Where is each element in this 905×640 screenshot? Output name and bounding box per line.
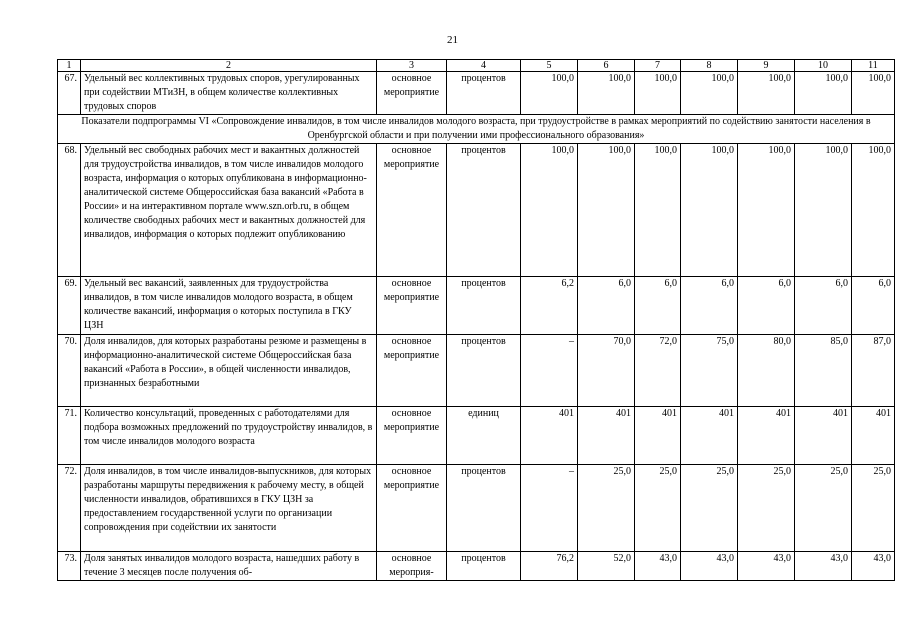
indicator-unit: процентов bbox=[447, 72, 521, 115]
column-header: 6 bbox=[578, 60, 635, 72]
value-cell: 6,0 bbox=[738, 277, 795, 335]
table-row bbox=[58, 407, 895, 465]
value-cell: 25,0 bbox=[852, 465, 895, 552]
indicator-name: Удельный вес коллективных трудовых споров, урегулированных при содействии МТиЗН, в общем количестве коллективных трудовых споров bbox=[81, 72, 377, 115]
value-cell: 401 bbox=[635, 407, 681, 465]
column-header: 10 bbox=[795, 60, 852, 72]
value-cell: 100,0 bbox=[635, 144, 681, 277]
value-cell: 6,0 bbox=[681, 277, 738, 335]
indicator-kind: основное мероприятие bbox=[377, 465, 447, 552]
indicator-kind: основное мероприятие bbox=[377, 144, 447, 277]
value-cell: 43,0 bbox=[635, 552, 681, 581]
value-cell: 6,0 bbox=[852, 277, 895, 335]
value-cell: 25,0 bbox=[738, 465, 795, 552]
indicator-name: Удельный вес свободных рабочих мест и вакантных должностей для трудоустройства инвалидов, в том числе инвалидов молодого возраста, информация о которых опубликована в информационно-аналитической системе Общероссийская база вакансий «Работа в России» и на интерактивном портале www.szn.orb.ru, в общем количестве свободных рабочих мест и вакантных должностей для инвалидов, информация о которых подлежит опубликованию bbox=[81, 144, 377, 277]
indicator-unit: процентов bbox=[447, 335, 521, 407]
value-cell: 43,0 bbox=[681, 552, 738, 581]
value-cell: 100,0 bbox=[521, 72, 578, 115]
value-cell: 401 bbox=[521, 407, 578, 465]
column-header: 3 bbox=[377, 60, 447, 72]
value-cell: – bbox=[521, 335, 578, 407]
value-cell: 401 bbox=[852, 407, 895, 465]
column-header: 9 bbox=[738, 60, 795, 72]
section-row bbox=[58, 115, 895, 144]
column-header: 7 bbox=[635, 60, 681, 72]
value-cell: 100,0 bbox=[681, 72, 738, 115]
value-cell: 100,0 bbox=[795, 72, 852, 115]
indicator-unit: процентов bbox=[447, 552, 521, 581]
row-number: 71. bbox=[58, 407, 81, 465]
row-number: 69. bbox=[58, 277, 81, 335]
indicator-kind: основное мероприятие bbox=[377, 277, 447, 335]
table-row bbox=[58, 335, 895, 407]
value-cell: 75,0 bbox=[681, 335, 738, 407]
value-cell: 43,0 bbox=[795, 552, 852, 581]
value-cell: 76,2 bbox=[521, 552, 578, 581]
value-cell: 70,0 bbox=[578, 335, 635, 407]
indicator-unit: процентов bbox=[447, 144, 521, 277]
value-cell: 100,0 bbox=[852, 72, 895, 115]
section-title: Показатели подпрограммы VI «Сопровождение инвалидов, в том числе инвалидов молодого возраста, при трудоустройстве в рамках мероприятий по содействию занятости населения в Оренбургской области и при получении ими профессионального образования» bbox=[58, 115, 895, 144]
table-row bbox=[58, 552, 895, 581]
indicator-name: Доля инвалидов, в том числе инвалидов-выпускников, для которых разработаны маршруты передвижения к рабочему месту, в общей численности инвалидов, обратившихся в ГКУ ЦЗН за предоставлением государственной услуги по организации сопровождения при содействии их занятости bbox=[81, 465, 377, 552]
column-header: 2 bbox=[81, 60, 377, 72]
column-header: 5 bbox=[521, 60, 578, 72]
value-cell: 6,0 bbox=[635, 277, 681, 335]
value-cell: 401 bbox=[578, 407, 635, 465]
value-cell: – bbox=[521, 465, 578, 552]
value-cell: 25,0 bbox=[681, 465, 738, 552]
value-cell: 6,0 bbox=[795, 277, 852, 335]
row-number: 72. bbox=[58, 465, 81, 552]
value-cell: 401 bbox=[681, 407, 738, 465]
indicators-table bbox=[57, 59, 895, 581]
value-cell: 100,0 bbox=[738, 144, 795, 277]
value-cell: 87,0 bbox=[852, 335, 895, 407]
column-header: 4 bbox=[447, 60, 521, 72]
value-cell: 401 bbox=[738, 407, 795, 465]
value-cell: 43,0 bbox=[852, 552, 895, 581]
value-cell: 100,0 bbox=[635, 72, 681, 115]
value-cell: 100,0 bbox=[795, 144, 852, 277]
table-row bbox=[58, 144, 895, 277]
indicator-name: Доля занятых инвалидов молодого возраста, нашедших работу в течение 3 месяцев после получения об- bbox=[81, 552, 377, 581]
indicator-name: Количество консультаций, проведенных с работодателями для подбора возможных предложений по трудоустройству инвалидов, в том числе инвалидов молодого возраста bbox=[81, 407, 377, 465]
column-header: 11 bbox=[852, 60, 895, 72]
table-row bbox=[58, 465, 895, 552]
indicator-unit: единиц bbox=[447, 407, 521, 465]
table-row bbox=[58, 72, 895, 115]
value-cell: 80,0 bbox=[738, 335, 795, 407]
value-cell: 100,0 bbox=[521, 144, 578, 277]
value-cell: 401 bbox=[795, 407, 852, 465]
column-number-row bbox=[58, 60, 895, 72]
value-cell: 100,0 bbox=[852, 144, 895, 277]
row-number: 70. bbox=[58, 335, 81, 407]
column-header: 1 bbox=[58, 60, 81, 72]
value-cell: 43,0 bbox=[738, 552, 795, 581]
column-header: 8 bbox=[681, 60, 738, 72]
value-cell: 72,0 bbox=[635, 335, 681, 407]
indicator-kind: основное мероприятие bbox=[377, 72, 447, 115]
value-cell: 25,0 bbox=[795, 465, 852, 552]
indicator-name: Доля инвалидов, для которых разработаны резюме и размещены в информационно-аналитической системе Общероссийская база вакансий «Работа в России», в общей численности инвалидов, признанных безработными bbox=[81, 335, 377, 407]
indicator-unit: процентов bbox=[447, 277, 521, 335]
table-row bbox=[58, 277, 895, 335]
value-cell: 6,0 bbox=[578, 277, 635, 335]
indicator-kind: основное мероприятие bbox=[377, 407, 447, 465]
row-number: 67. bbox=[58, 72, 81, 115]
page-number: 21 bbox=[447, 34, 458, 46]
value-cell: 6,2 bbox=[521, 277, 578, 335]
value-cell: 25,0 bbox=[635, 465, 681, 552]
value-cell: 100,0 bbox=[578, 72, 635, 115]
value-cell: 85,0 bbox=[795, 335, 852, 407]
value-cell: 100,0 bbox=[738, 72, 795, 115]
indicator-unit: процентов bbox=[447, 465, 521, 552]
indicator-kind: основное мероприя- bbox=[377, 552, 447, 581]
row-number: 68. bbox=[58, 144, 81, 277]
row-number: 73. bbox=[58, 552, 81, 581]
value-cell: 100,0 bbox=[578, 144, 635, 277]
value-cell: 25,0 bbox=[578, 465, 635, 552]
value-cell: 52,0 bbox=[578, 552, 635, 581]
indicator-name: Удельный вес вакансий, заявленных для трудоустройства инвалидов, в том числе инвалидов молодого возраста, в общем количестве вакансий, информация о которых поступила в ГКУ ЦЗН bbox=[81, 277, 377, 335]
indicator-kind: основное мероприятие bbox=[377, 335, 447, 407]
value-cell: 100,0 bbox=[681, 144, 738, 277]
